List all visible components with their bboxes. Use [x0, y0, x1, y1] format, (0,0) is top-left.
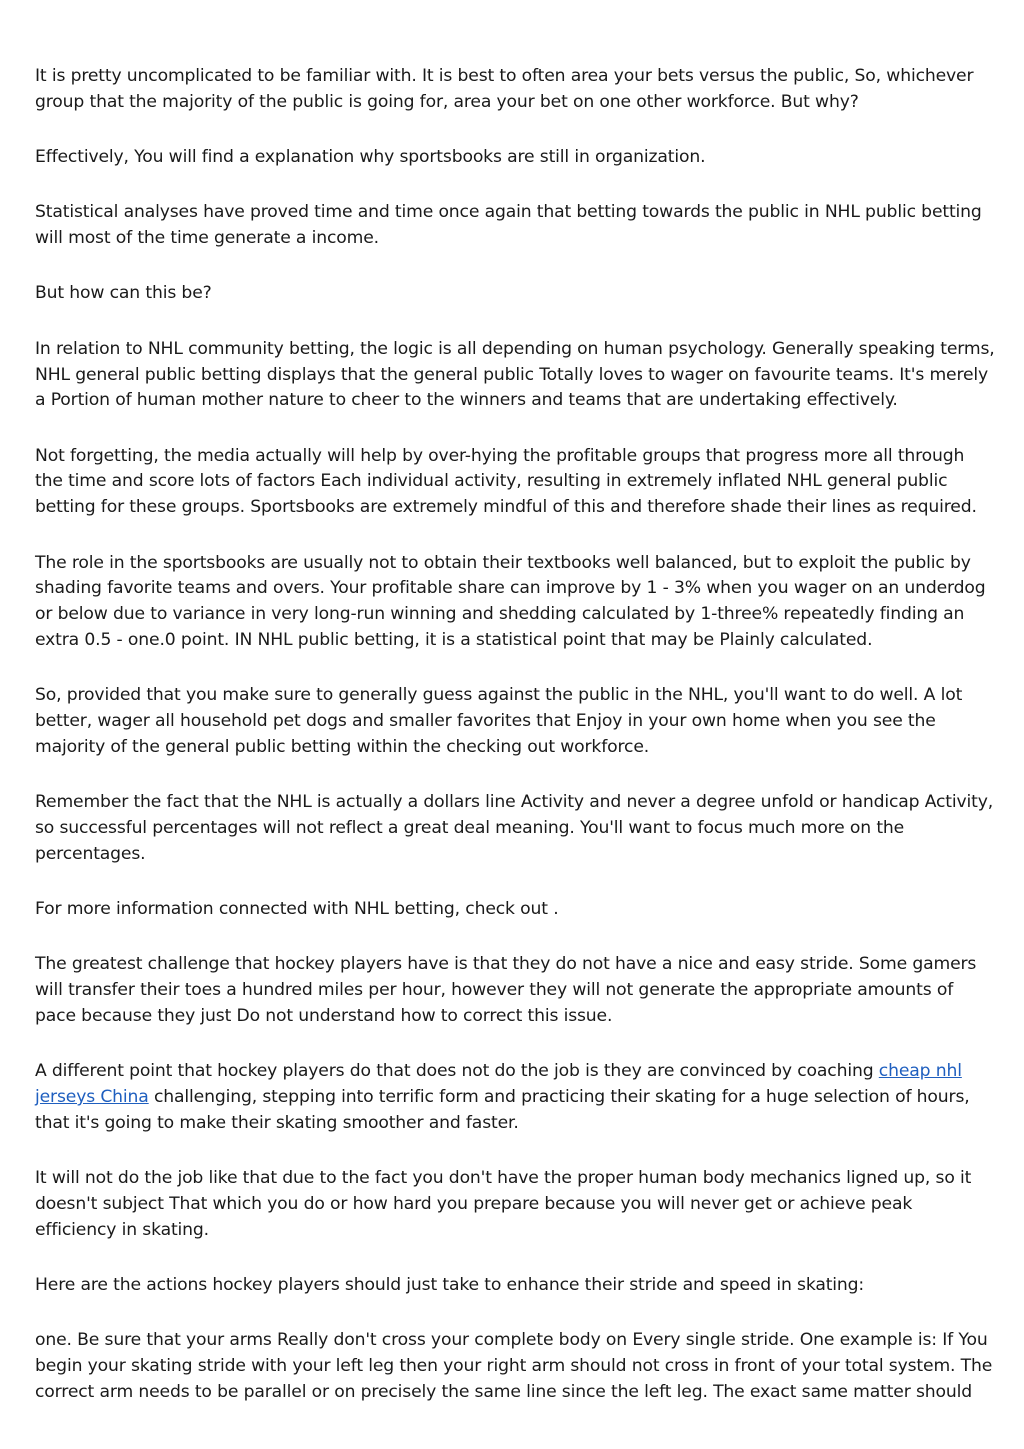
paragraph-5: In relation to NHL community betting, the logic is all depending on human psychology. Generally speaking terms, NHL general public betting displays that the general public Totally loves to wager on favourite teams. It's merely a Portion of human mother nature to cheer to the winners and teams that are undertaking effectively.: [35, 338, 995, 411]
paragraph-9: Remember the fact that the NHL is actually a dollars line Activity and never a degree unfold or handicap Activity, so successful percentages will not reflect a great deal meaning. You'll want to focus much more on the percentages.: [35, 792, 994, 864]
paragraph-10: For more information connected with NHL betting, check out .: [35, 899, 559, 920]
paragraph-4: But how can this be?: [35, 283, 212, 304]
paragraph-1: It is pretty uncomplicated to be familiar with. It is best to often area your bets versus the public, So, whichever group that the majority of the public is going for, area your bet on one other workforce. But why?: [35, 66, 974, 112]
paragraph-7: The role in the sportsbooks are usually not to obtain their textbooks well balanced, but to exploit the public by shading favorite teams and overs. Your profitable share can improve by 1 - 3% when you wager on an underdog or below due to variance in very long-run winning and shedding calculated by 1-three% repeatedly finding an extra 0.5 - one.0 point. IN NHL public betting, it is a statistical point that may be Plainly calculated.: [35, 552, 986, 650]
paragraph-3: Statistical analyses have proved time and time once again that betting towards the public in NHL public betting will most of the time generate a income.: [35, 202, 982, 249]
paragraph-13: It will not do the job like that due to the fact you don't have the proper human body mechanics ligned up, so it doesn't subject That which you do or how hard you prepare because you will never get or achieve peak efficiency in skating.: [35, 1168, 972, 1240]
paragraph-8: So, provided that you make sure to generally guess against the public in the NHL, you'll want to do well. A lot better, wager all household pet dogs and smaller favorites that Enjoy in your own home when you see the majority of the general public betting within the checking out workforce.: [35, 685, 963, 757]
paragraph-12: [35, 1059, 995, 1136]
document-body: [35, 64, 995, 1435]
cheap-nhl-jerseys-link[interactable]: cheap nhl jerseys China: [35, 1061, 962, 1108]
paragraph-11: The greatest challenge that hockey players have is that they do not have a nice and easy stride. Some gamers will transfer their toes a hundred miles per hour, however they will not generate the appropriate amounts of pace because they just Do not understand how to correct this issue.: [35, 954, 977, 1026]
paragraph-6: Not forgetting, the media actually will help by over-hying the profitable groups that progress more all through the time and score lots of factors Each individual activity, resulting in extremely inflated NHL general public betting for these groups. Sportsbooks are extremely mindful of this and therefore shade their lines as required.: [35, 445, 977, 518]
paragraph-2: Effectively, You will find a explanation why sportsbooks are still in organization.: [35, 147, 706, 168]
paragraph-12-before: A different point that hockey players do that does not do the job is they are convinced by coaching: [35, 1061, 879, 1082]
paragraph-14: Here are the actions hockey players should just take to enhance their stride and speed in skating:: [35, 1275, 865, 1295]
paragraph-12-after: challenging, stepping into terrific form and practicing their skating for a huge selection of hours, that it's going to make their skating smoother and faster.: [35, 1087, 970, 1133]
paragraph-15: one. Be sure that your arms Really don't cross your complete body on Every single stride. One example is: If You begin your skating stride with your left leg then your right arm should not cross in front of your total system. The correct arm needs to be parallel or on precisely the same line since the left leg. The exact same matter should: [35, 1330, 993, 1402]
